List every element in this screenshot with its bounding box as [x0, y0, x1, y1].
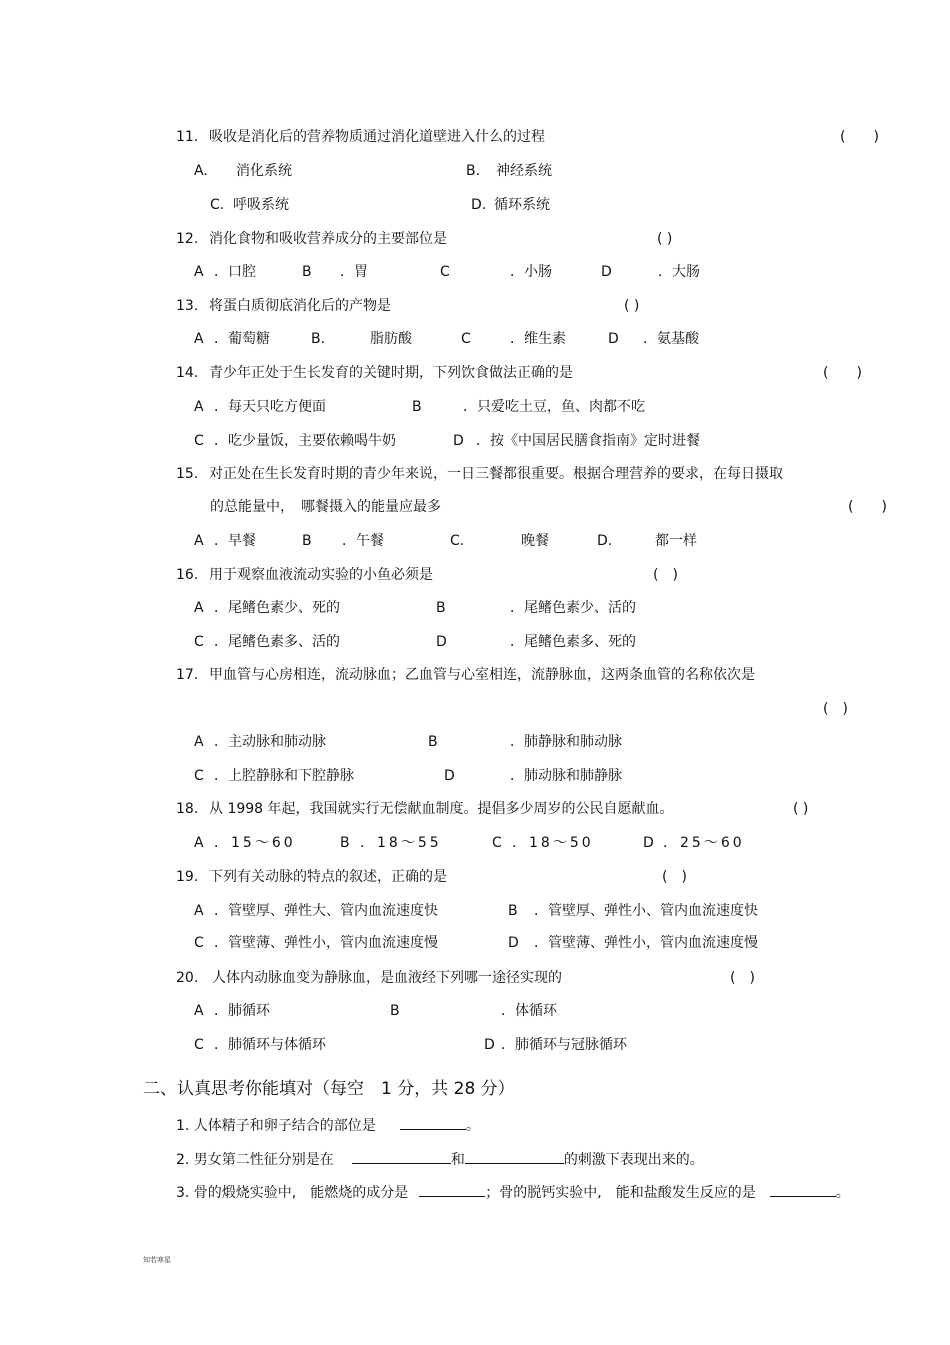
option-label: D	[444, 768, 455, 784]
option-label: A	[194, 835, 204, 851]
option-label: A	[194, 399, 204, 415]
option-text: ．上腔静脉和下腔静脉	[214, 768, 354, 784]
option-text: ．午餐	[342, 533, 384, 549]
option-label: C	[440, 264, 450, 280]
option-label: B	[436, 600, 446, 616]
option-text: ．15～60	[214, 835, 296, 851]
question-15-number: 15.	[176, 466, 199, 482]
question-19-answer-blank: ( )	[662, 869, 687, 885]
option-text: ．管壁薄、弹性小，管内血流速度慢	[534, 935, 758, 951]
option-text: ．葡萄糖	[214, 331, 270, 347]
option-text: ．氨基酸	[643, 331, 699, 347]
option-text: ．18～50	[512, 835, 594, 851]
option-text: ．维生素	[510, 331, 566, 347]
option-label: B	[508, 903, 518, 919]
option-label: D	[453, 433, 464, 449]
question-12-answer-blank: ( )	[657, 231, 673, 247]
option-text: ．肺循环与冠脉循环	[501, 1037, 627, 1053]
option-label: C	[492, 835, 502, 851]
option-text: ．体循环	[501, 1003, 557, 1019]
question-14-answer-blank: ( )	[823, 365, 862, 381]
option-label: D	[484, 1037, 495, 1053]
option-text: ．尾鳍色素少、活的	[510, 600, 636, 616]
option-label: D.	[471, 197, 487, 213]
option-label: D	[643, 835, 654, 851]
question-13-stem: 将蛋白质彻底消化后的产物是	[209, 298, 391, 314]
question-11-stem: 吸收是消化后的营养物质通过消化道壁进入什么的过程	[209, 129, 545, 145]
fill-in-text: 3. 骨的煅烧实验中, 能燃烧的成分是	[176, 1185, 409, 1201]
option-text: ．肺循环与体循环	[214, 1037, 326, 1053]
option-label: B	[302, 264, 312, 280]
fill-in-text: 2. 男女第二性征分别是在	[176, 1152, 334, 1168]
fill-in-blank[interactable]	[770, 1182, 836, 1197]
option-text: 神经系统	[496, 163, 552, 179]
question-14-stem: 青少年正处于生长发育的关键时期，下列饮食做法正确的是	[209, 365, 573, 381]
fill-in-blank[interactable]	[465, 1149, 564, 1164]
option-text: ．口腔	[214, 264, 256, 280]
question-11-number: 11.	[176, 129, 199, 145]
option-label: D	[436, 634, 447, 650]
question-16-number: 16.	[176, 567, 199, 583]
option-text: ．吃少量饭，主要依赖喝牛奶	[214, 433, 396, 449]
option-text: ．肺静脉和肺动脉	[510, 734, 622, 750]
question-13-number: 13.	[176, 298, 199, 314]
option-label: B	[428, 734, 438, 750]
question-11-answer-blank: ( )	[840, 129, 879, 145]
option-label: B．	[466, 163, 490, 179]
question-15-answer-blank: ( )	[848, 499, 887, 515]
option-label: A.	[194, 163, 208, 179]
question-15-stem-continued: 的总能量中， 哪餐摄入的能量应最多	[210, 499, 441, 515]
option-text: 呼吸系统	[233, 197, 289, 213]
option-text: 消化系统	[236, 163, 292, 179]
option-text: ．小肠	[510, 264, 552, 280]
option-text: 循环系统	[494, 197, 550, 213]
question-20-number: 20.	[176, 970, 199, 986]
fill-in-1	[176, 1115, 480, 1135]
option-text: ．管壁薄、弹性小，管内血流速度慢	[214, 935, 438, 951]
option-label: C	[461, 331, 471, 347]
option-label: D.	[597, 533, 613, 549]
option-label: A	[194, 1003, 204, 1019]
option-label: B	[412, 399, 422, 415]
option-text: ．管壁厚、弹性大、管内血流速度快	[214, 903, 438, 919]
footer-text: 知若寒星	[143, 1256, 171, 1264]
question-12-number: 12.	[176, 231, 199, 247]
option-text: ．尾鳍色素多、活的	[214, 634, 340, 650]
option-label: C	[194, 768, 204, 784]
option-label: B	[390, 1003, 400, 1019]
option-text: ．早餐	[214, 533, 256, 549]
question-19-number: 19.	[176, 869, 199, 885]
option-text: ．按《中国居民膳食指南》定时进餐	[476, 433, 700, 449]
question-20-answer-blank: ( )	[730, 970, 755, 986]
fill-in-text: 的刺激下表现出来的。	[563, 1152, 704, 1168]
option-text: 晚餐	[521, 533, 549, 549]
fill-in-text: 。	[465, 1118, 480, 1134]
question-17-number: 17.	[176, 667, 199, 683]
fill-in-3	[176, 1182, 850, 1202]
option-label: C	[194, 634, 204, 650]
fill-in-blank[interactable]	[419, 1182, 485, 1197]
option-label: B	[302, 533, 312, 549]
option-label: D	[601, 264, 612, 280]
option-label: A	[194, 600, 204, 616]
fill-in-blank[interactable]	[400, 1115, 466, 1130]
option-label: C.	[210, 197, 225, 213]
option-text: 脂肪酸	[370, 331, 412, 347]
option-text: ．肺循环	[214, 1003, 270, 1019]
question-16-answer-blank: ( )	[653, 567, 678, 583]
option-text: ．肺动脉和肺静脉	[510, 768, 622, 784]
question-16-stem: 用于观察血液流动实验的小鱼必须是	[209, 567, 433, 583]
option-text: ．管壁厚、弹性小、管内血流速度快	[534, 903, 758, 919]
option-text: ．尾鳍色素少、死的	[214, 600, 340, 616]
question-13-answer-blank: ( )	[624, 298, 640, 314]
question-15-stem: 对正处在生长发育时期的青少年来说，一日三餐都很重要。根据合理营养的要求，在每日摄取	[209, 466, 783, 482]
question-14-number: 14.	[176, 365, 199, 381]
question-20-stem: 人体内动脉血变为静脉血，是血液经下列哪一途径实现的	[212, 970, 562, 986]
option-label: A	[194, 331, 204, 347]
option-text: ．每天只吃方便面	[214, 399, 326, 415]
section-heading: 二、认真思考你能填对（每空 1 分，共 28 分）	[143, 1079, 515, 1099]
fill-in-text: 1. 人体精子和卵子结合的部位是	[176, 1118, 376, 1134]
option-label: C	[194, 935, 204, 951]
option-text: ．大肠	[658, 264, 700, 280]
option-label: A	[194, 903, 204, 919]
question-12-stem: 消化食物和吸收营养成分的主要部位是	[209, 231, 447, 247]
question-19-stem: 下列有关动脉的特点的叙述，正确的是	[209, 869, 447, 885]
option-text: ．尾鳍色素多、死的	[510, 634, 636, 650]
option-text: 都一样	[655, 533, 697, 549]
option-label: D	[608, 331, 619, 347]
fill-in-text: 。	[835, 1185, 850, 1201]
fill-in-2	[176, 1149, 704, 1169]
option-label: C.	[450, 533, 465, 549]
option-label: D	[508, 935, 519, 951]
question-18-stem: 从 1998 年起，我国就实行无偿献血制度。提倡多少周岁的公民自愿献血。	[209, 801, 674, 817]
fill-in-blank[interactable]	[352, 1149, 451, 1164]
option-text: ．25～60	[663, 835, 745, 851]
option-label: A	[194, 533, 204, 549]
question-17-stem: 甲血管与心房相连，流动脉血；乙血管与心室相连，流静脉血，这两条血管的名称依次是	[209, 667, 755, 683]
option-label: B	[340, 835, 350, 851]
question-18-number: 18.	[176, 801, 199, 817]
fill-in-text: 和	[450, 1152, 465, 1168]
option-label: A	[194, 264, 204, 280]
option-text: ．只爱吃土豆，鱼、肉都不吃	[463, 399, 645, 415]
option-label: C	[194, 1037, 204, 1053]
option-label: C	[194, 433, 204, 449]
option-text: ．胃	[340, 264, 368, 280]
option-text: ．主动脉和肺动脉	[214, 734, 326, 750]
option-label: A	[194, 734, 204, 750]
question-18-answer-blank: ( )	[793, 801, 809, 817]
option-label: B.	[311, 331, 326, 347]
fill-in-text: ；骨的脱钙实验中, 能和盐酸发生反应的是	[485, 1185, 756, 1201]
option-text: ．18～55	[360, 835, 442, 851]
question-17-answer-blank: ( )	[823, 701, 848, 717]
